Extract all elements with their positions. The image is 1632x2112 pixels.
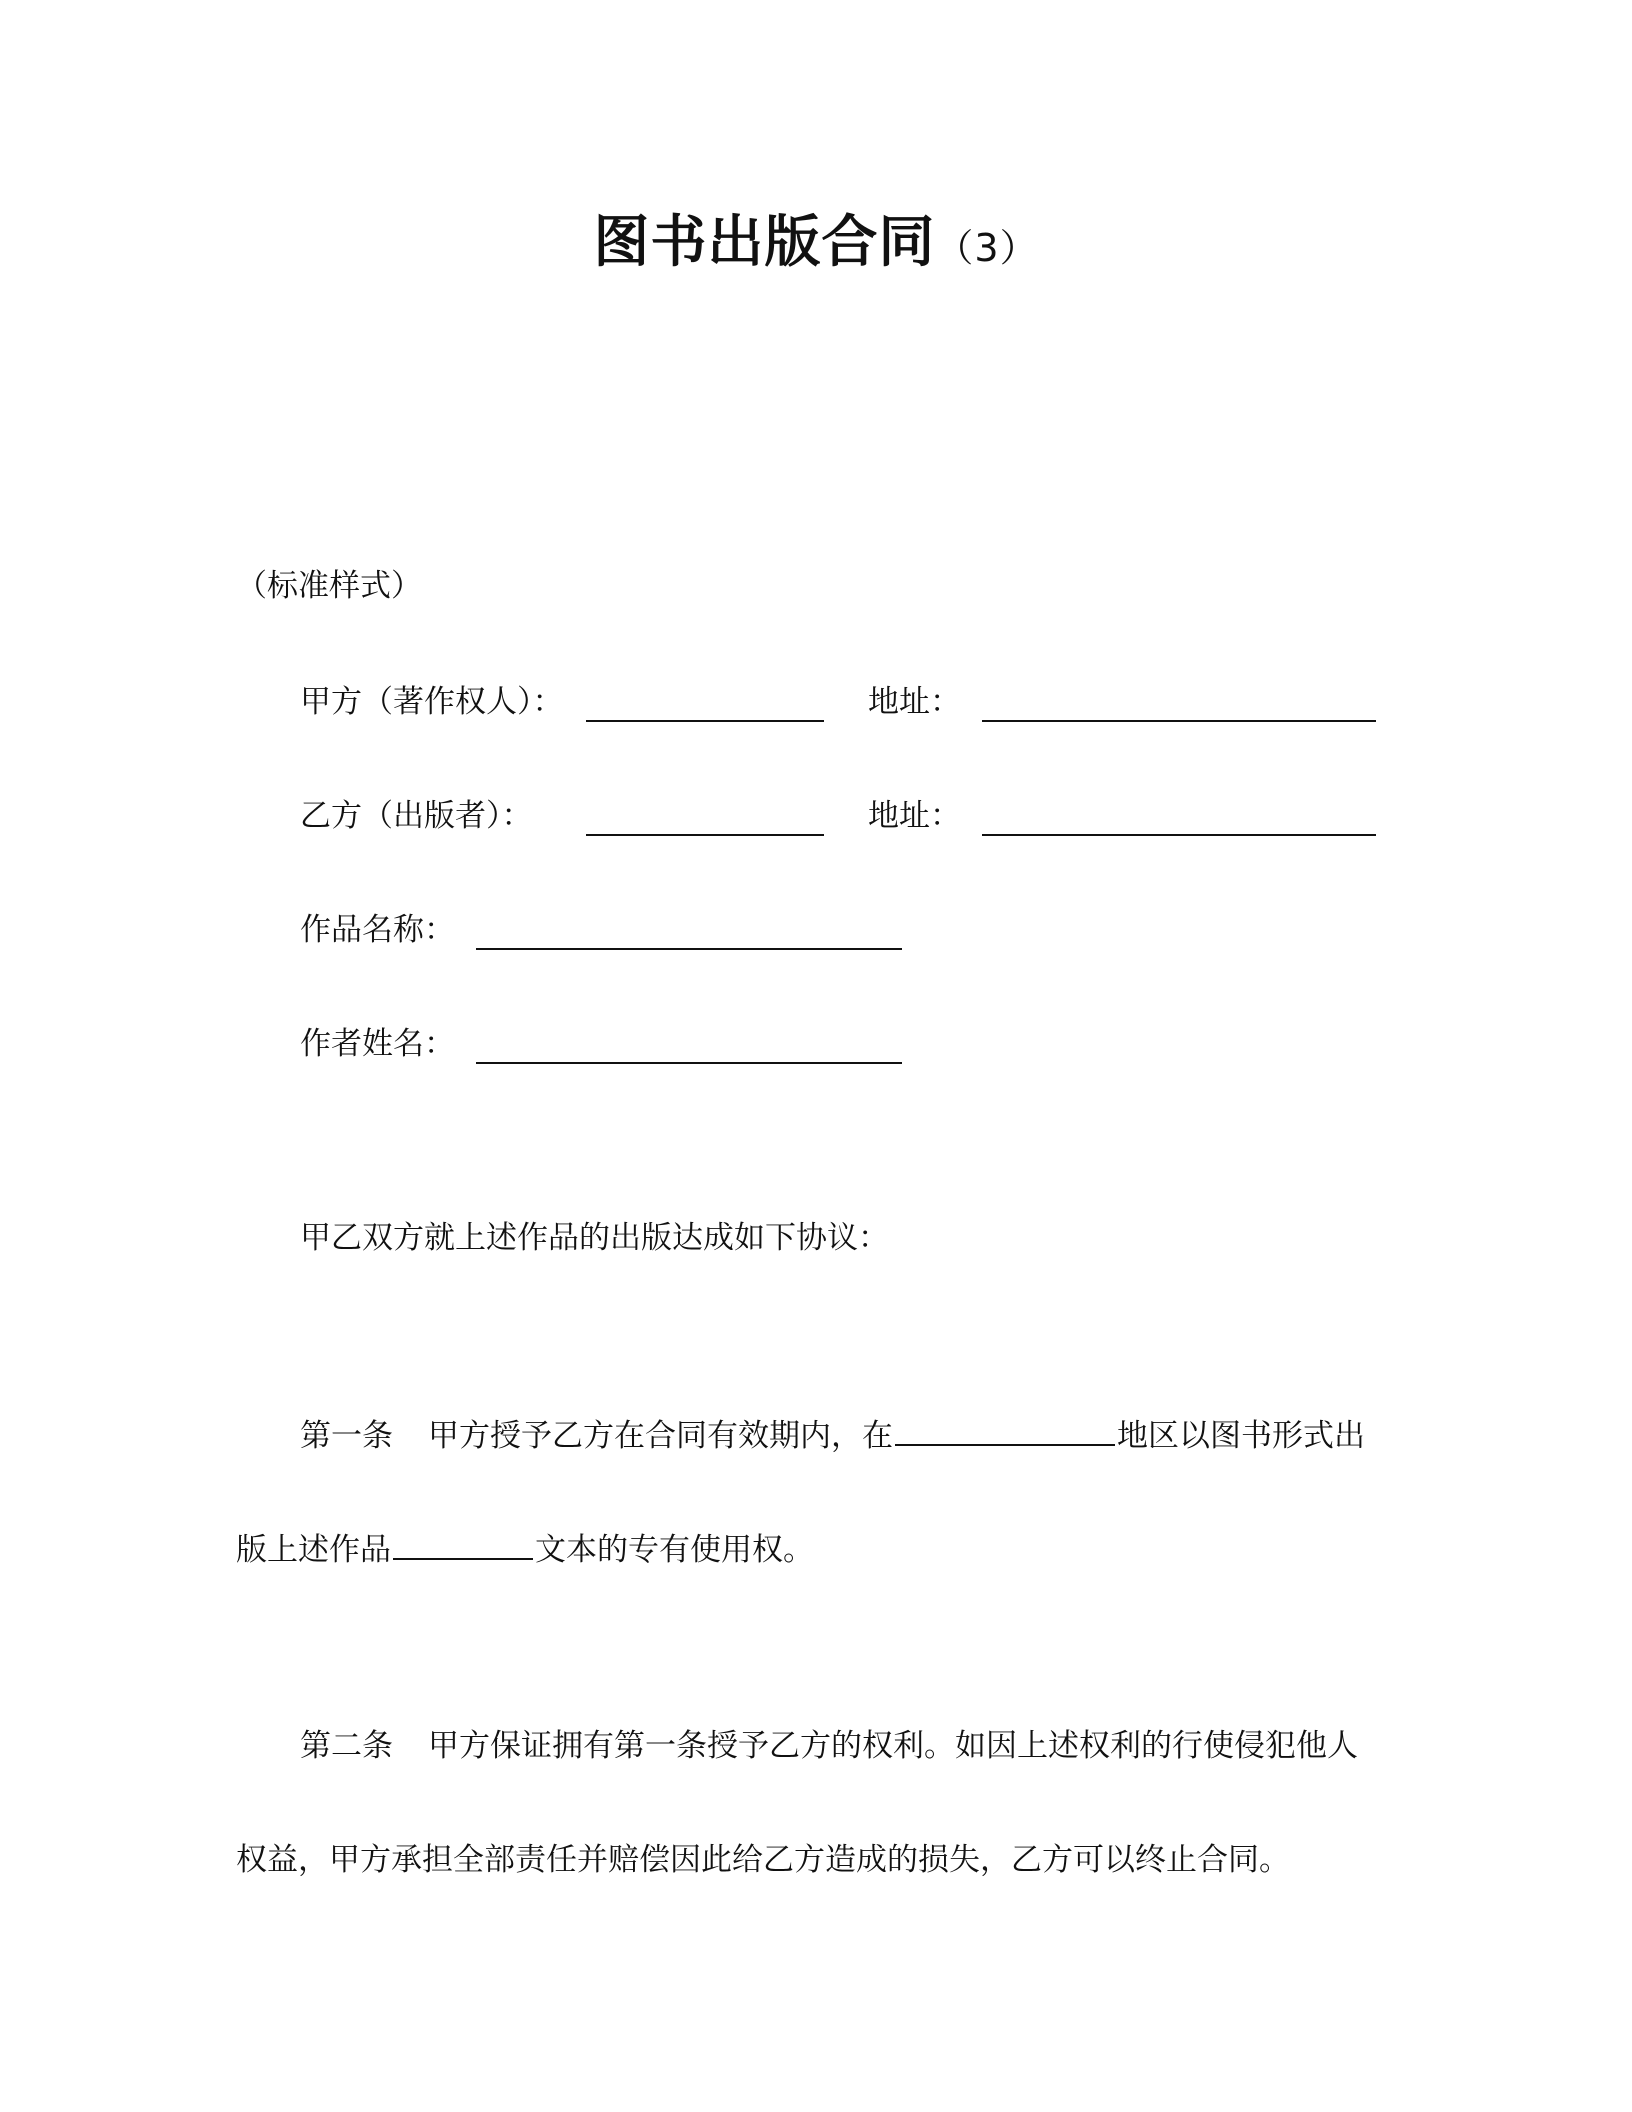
- author-name-blank[interactable]: [476, 1062, 902, 1064]
- party-b-address-blank[interactable]: [982, 834, 1376, 836]
- document-title: [0, 198, 1632, 278]
- article-1-text-part-1: 甲方授予乙方在合同有效期内，在: [428, 1418, 893, 1454]
- party-b-address-label: 地址：: [868, 798, 961, 834]
- article-2-line-1: [300, 1724, 1358, 1768]
- article-1-text-part-2: 地区以图书形式出: [1117, 1418, 1365, 1454]
- party-a-address-blank[interactable]: [982, 720, 1376, 722]
- party-b-label: 乙方（出版者）：: [300, 798, 533, 834]
- language-blank[interactable]: [393, 1528, 533, 1560]
- region-blank[interactable]: [895, 1414, 1115, 1446]
- article-2-line-2: 权益，甲方承担全部责任并赔偿因此给乙方造成的损失，乙方可以终止合同。: [236, 1842, 1290, 1878]
- article-1-label: 第一条: [300, 1418, 393, 1454]
- article-1-line-2: [236, 1528, 814, 1572]
- party-a-blank[interactable]: [586, 720, 824, 722]
- article-2-label: 第二条: [300, 1728, 393, 1764]
- subtitle: （标准样式）: [236, 568, 422, 604]
- title-text: 图书出版合同: [593, 210, 936, 275]
- party-a-label: 甲方（著作权人）：: [300, 684, 564, 720]
- work-title-blank[interactable]: [476, 948, 902, 950]
- title-suffix: （3）: [935, 226, 1039, 270]
- author-name-label: 作者姓名：: [300, 1026, 455, 1062]
- article-1-line-2-part-1: 版上述作品: [236, 1532, 391, 1568]
- article-2-text-line-1: 甲方保证拥有第一条授予乙方的权利。如因上述权利的行使侵犯他人: [428, 1728, 1358, 1764]
- article-1-line-2-part-2: 文本的专有使用权。: [535, 1532, 814, 1568]
- party-b-blank[interactable]: [586, 834, 824, 836]
- article-1-line-1: [300, 1414, 1365, 1458]
- work-title-label: 作品名称：: [300, 912, 455, 948]
- party-a-address-label: 地址：: [868, 684, 961, 720]
- agreement-intro: 甲乙双方就上述作品的出版达成如下协议：: [300, 1220, 889, 1256]
